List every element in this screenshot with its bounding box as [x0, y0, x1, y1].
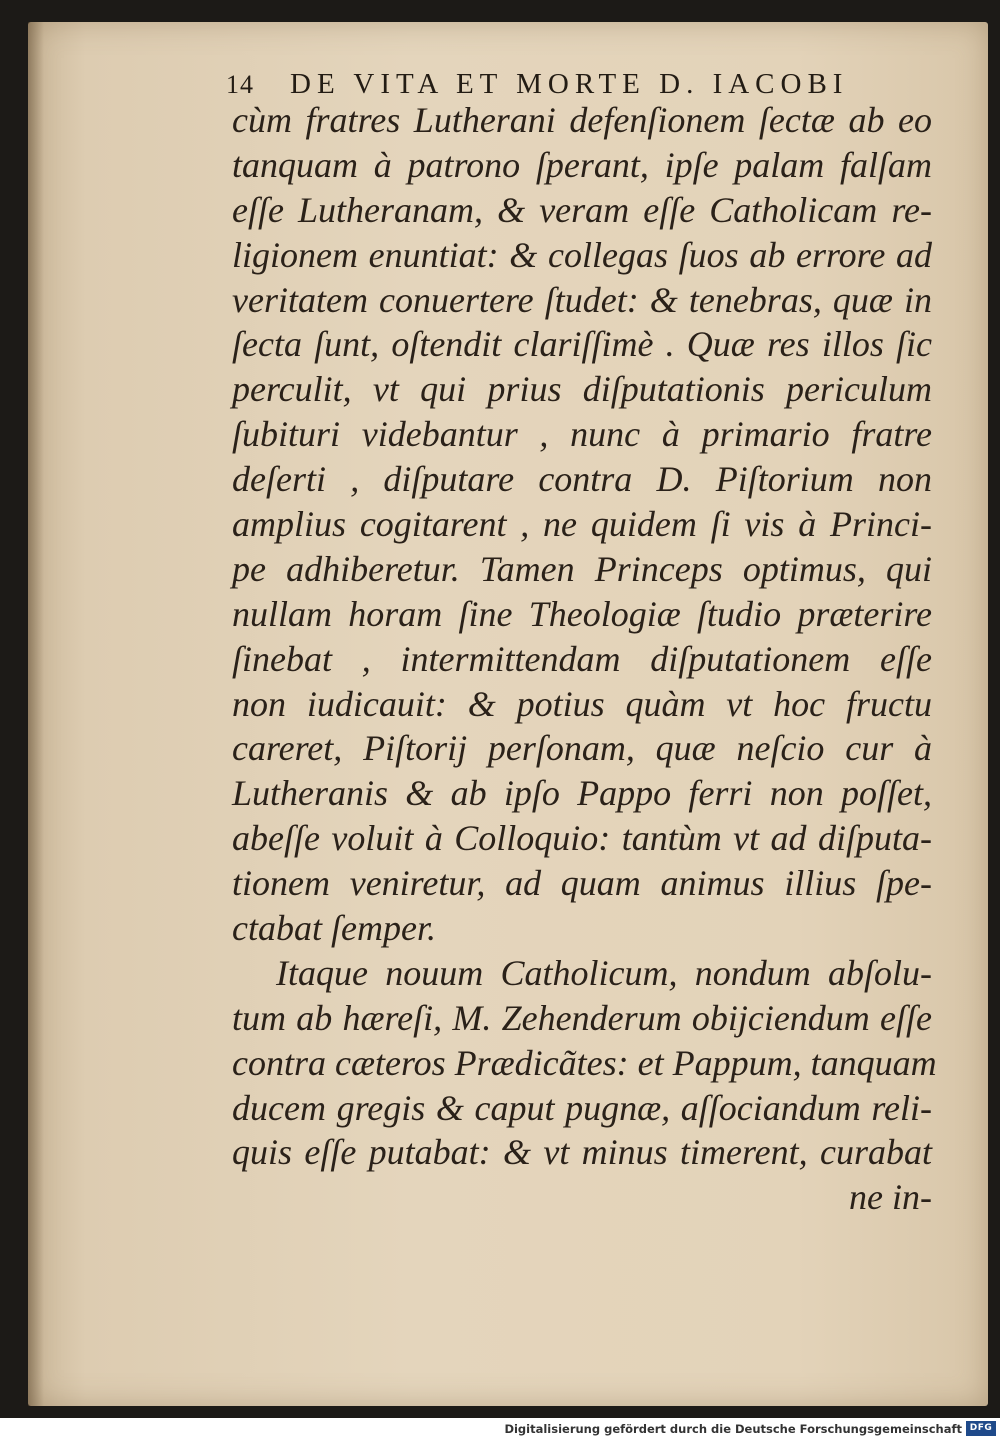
text-line: tanquam à patrono ſperant, ipſe palam falſam [232, 144, 932, 185]
text-line: careret, Piſtorij perſonam, quæ neſcio cur à [232, 728, 932, 769]
text-line: contra cæteros Prædicãtes: et Pappum, tanquam [232, 1042, 937, 1083]
text-line: ſinebat , intermittendam diſputationem eſſe [232, 638, 932, 679]
text-line: tum ab hæreſi, M. Zehenderum obijciendum eſſe [232, 997, 932, 1038]
text-line: eſſe Lutheranam, & veram eſſe Catholicam re- [232, 189, 932, 230]
page-gutter-shadow [28, 22, 44, 1406]
text-line: ſubituri videbantur , nunc à primario fratre [232, 414, 932, 455]
text-line: ligionem enuntiat: & collegas ſuos ab errore ad [232, 234, 932, 275]
text-line: nullam horam ſine Theologiæ ſtudio præterire [232, 593, 932, 634]
footer-bar [0, 1418, 1000, 1442]
text-line: amplius cogitarent , ne quidem ſi vis à Princi- [232, 504, 932, 545]
text-line: quis eſſe putabat: & vt minus timerent, curabat [232, 1132, 932, 1173]
text-line: tionem veniretur, ad quam animus illius ſpe- [232, 863, 932, 904]
text-line: Lutheranis & ab ipſo Pappo ferri non poſſet, [232, 773, 932, 814]
text-line: non iudicauit: & potius quàm vt hoc fructu [232, 683, 932, 724]
text-line: ctabat ſemper. [232, 908, 436, 949]
text-line: abeſſe voluit à Colloquio: tantùm vt ad diſputa- [232, 818, 932, 859]
text-line: deſerti , diſputare contra D. Piſtorium non [232, 459, 932, 500]
text-line: veritatem conuertere ſtudet: & tenebras, quæ in [232, 279, 932, 320]
dfg-logo: DFG [966, 1421, 996, 1436]
text-line: perculit, vt qui prius diſputationis periculum [232, 369, 932, 410]
running-title: DE VITA ET MORTE D. IACOBI [290, 68, 849, 100]
page-number: 14 [226, 70, 254, 99]
paragraph-start-line: Itaque nouum Catholicum, nondum abſolu- [276, 952, 932, 993]
body-text [232, 98, 937, 1220]
catchword: ne in- [849, 1177, 932, 1218]
text-line: ducem gregis & caput pugnæ, aſſociandum reli- [232, 1087, 932, 1128]
text-line: pe adhiberetur. Tamen Princeps optimus, qui [232, 548, 932, 589]
text-line: ſecta ſunt, oſtendit clariſſimè . Quæ res illos ſic [232, 324, 932, 365]
text-line: cùm fratres Lutherani defenſionem ſectæ ab eo [232, 100, 932, 140]
funding-credit: Digitalisierung gefördert durch die Deutsche Forschungsgemeinschaft [504, 1422, 962, 1436]
